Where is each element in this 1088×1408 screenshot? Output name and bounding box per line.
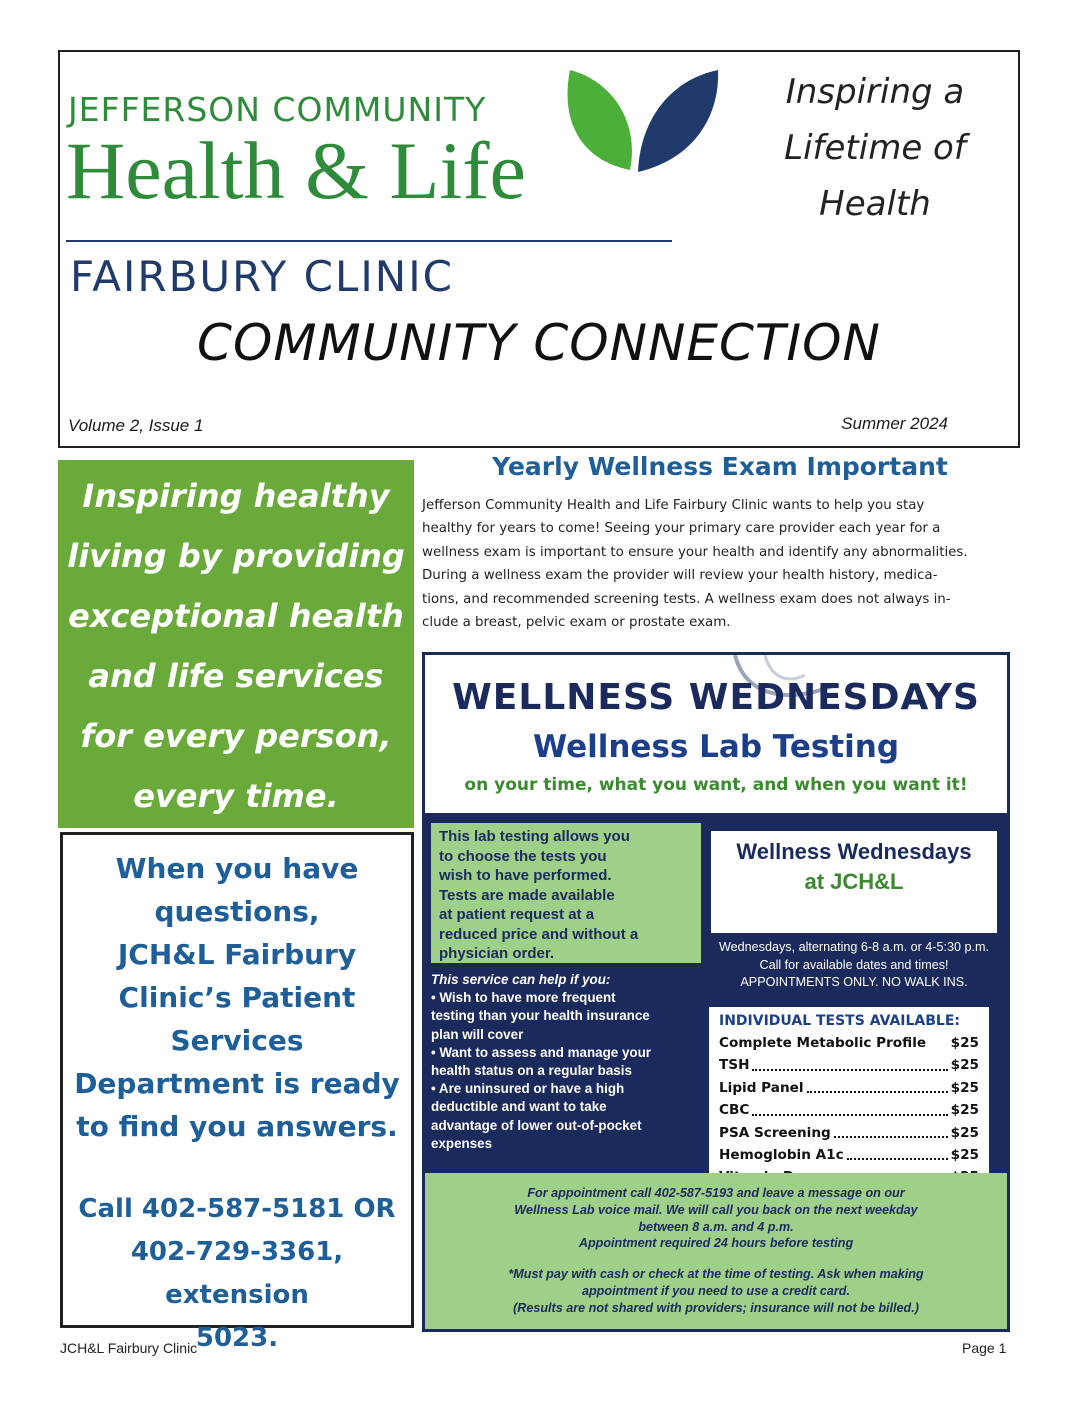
tagline	[780, 64, 970, 232]
lab-desc-line: Tests are made available	[439, 886, 615, 904]
article-line: During a wellness exam the provider will review your health history, medica-	[422, 568, 938, 584]
mission-line: exceptional health	[68, 597, 404, 635]
test-price: $25	[950, 1124, 979, 1141]
schedule-line: Wednesdays, alternating 6-8 a.m. or 4-5:30 p.m.	[719, 940, 989, 954]
phone-line: 402-729-3361, extension	[130, 1237, 344, 1310]
contact-line: Services	[170, 1024, 304, 1057]
appointment-line: For appointment call 402-587-5193 and leave a message on our	[527, 1186, 905, 1200]
test-row	[719, 1144, 979, 1166]
test-name: Lipid Panel	[719, 1079, 804, 1096]
flyer-body	[425, 823, 1007, 1173]
article-title: Yearly Wellness Exam Important	[492, 452, 948, 481]
tagline-line: Health	[819, 184, 931, 224]
flyer-divider	[425, 813, 1007, 823]
test-name: PSA Screening	[719, 1124, 831, 1141]
test-price: $25	[950, 1035, 979, 1051]
mission-line: for every person,	[80, 717, 392, 755]
brand-divider	[66, 240, 672, 242]
contact-box	[60, 832, 414, 1353]
test-row	[719, 1099, 979, 1121]
tagline-line: Inspiring a	[785, 72, 965, 112]
flyer-header	[425, 655, 1007, 813]
test-name: CBC	[719, 1102, 750, 1119]
mission-statement	[58, 460, 414, 828]
clinic-name: FAIRBURY CLINIC	[70, 252, 454, 301]
schedule-subtitle: at JCH&L	[804, 869, 904, 894]
benefit-line: deductible and want to take	[431, 1099, 607, 1115]
service-benefits	[431, 971, 701, 1153]
lab-desc-line: wish to have performed.	[439, 867, 612, 884]
masthead	[58, 50, 1020, 448]
lab-desc-line: reduced price and without a	[439, 925, 639, 943]
mission-line: every time.	[133, 777, 339, 815]
article-line: tions, and recommended screening tests. A wellness exam does not always in-	[422, 591, 951, 607]
test-row	[719, 1054, 979, 1076]
phone-line: 5023.	[195, 1323, 279, 1353]
lab-desc-line: This lab testing allows you	[439, 828, 630, 845]
lab-desc-line: at patient request at a	[439, 906, 595, 923]
benefits-lead: This service can help if you:	[431, 972, 611, 987]
article-line: Jefferson Community Health and Life Fairbury Clinic wants to help you stay	[422, 498, 925, 513]
test-name: TSH	[719, 1057, 750, 1074]
test-price: $25	[950, 1057, 979, 1074]
schedule-line: Call for available dates and times!	[759, 957, 949, 972]
wellness-flyer	[422, 652, 1010, 1332]
appointment-line: between 8 a.m. and 4 p.m.	[638, 1219, 794, 1234]
spacer	[441, 1252, 991, 1266]
tagline-line: Lifetime of	[784, 128, 966, 168]
newsletter-title: COMMUNITY CONNECTION	[197, 314, 881, 372]
article-line: clude a breast, pelvic exam or prostate exam.	[422, 615, 731, 631]
phone-line: Call 402-587-5181 OR	[78, 1194, 396, 1224]
payment-line: *Must pay with cash or check at the time of testing. Ask when making	[508, 1267, 924, 1282]
flyer-subtitle: Wellness Lab Testing	[532, 729, 900, 765]
leader-dots	[929, 1032, 948, 1048]
contact-line: When you have	[115, 852, 359, 885]
contact-line: Department is ready	[74, 1067, 400, 1100]
contact-line: questions,	[154, 895, 320, 928]
contact-line: JCH&L Fairbury	[117, 938, 357, 971]
flyer-tagline: on your time, what you want, and when you want it!	[464, 775, 968, 795]
benefit-line: • Want to assess and manage your	[431, 1044, 651, 1060]
schedule-line: APPOINTMENTS ONLY. NO WALK INS.	[740, 975, 968, 989]
issue-date: Summer 2024	[841, 414, 948, 433]
appointment-line: Appointment required 24 hours before testing	[578, 1236, 854, 1251]
benefit-line: health status on a regular basis	[431, 1063, 632, 1079]
brand-logo-text: Health & Life	[66, 125, 526, 216]
leader-dots	[807, 1077, 948, 1093]
leader-dots	[752, 1099, 947, 1115]
leaf-logo-icon	[560, 60, 720, 180]
contact-message	[63, 847, 411, 1148]
lab-description	[431, 823, 701, 963]
schedule-title: Wellness Wednesdays	[736, 839, 972, 864]
test-name: Hemoglobin A1c	[719, 1147, 844, 1164]
tests-title: INDIVIDUAL TESTS AVAILABLE:	[719, 1013, 961, 1029]
test-price: $25	[950, 1147, 979, 1164]
mission-line: and life services	[88, 657, 384, 695]
flyer-footer	[425, 1173, 1007, 1332]
lab-desc-line: physician order.	[439, 945, 555, 962]
payment-line: (Results are not shared with providers; insurance will not be billed.)	[513, 1300, 919, 1315]
article-line: wellness exam is important to ensure your health and identify any abnormalities.	[422, 544, 968, 560]
benefit-line: • Wish to have more frequent	[431, 990, 616, 1006]
lab-desc-line: to choose the tests you	[439, 847, 607, 865]
benefit-line: advantage of lower out-of-pocket	[431, 1117, 642, 1133]
page-number: Page 1	[962, 1340, 1007, 1356]
schedule-box	[709, 829, 999, 935]
contact-line: to find you answers.	[76, 1110, 398, 1143]
test-row	[719, 1122, 979, 1144]
benefit-line: • Are uninsured or have a high	[431, 1081, 625, 1097]
appointment-line: Wellness Lab voice mail. We will call you back on the next weekday	[514, 1202, 918, 1217]
issue-number: Volume 2, Issue 1	[68, 416, 204, 435]
benefit-line: testing than your health insurance	[431, 1008, 650, 1024]
flyer-title: WELLNESS WEDNESDAYS	[452, 677, 980, 718]
contact-line: Clinic’s Patient	[118, 981, 356, 1014]
article-line: healthy for years to come! Seeing your primary care provider each year for a	[422, 521, 941, 537]
benefit-line: expenses	[431, 1135, 493, 1151]
footer-clinic-name: JCH&L Fairbury Clinic	[60, 1340, 198, 1356]
test-price: $25	[950, 1079, 979, 1096]
schedule-info	[707, 939, 1001, 992]
contact-phone	[63, 1188, 411, 1360]
payment-line: appointment if you need to use a credit card.	[581, 1283, 850, 1298]
leader-dots	[752, 1054, 947, 1070]
leader-dots	[834, 1122, 948, 1138]
mission-line: Inspiring healthy	[82, 477, 390, 515]
test-row	[719, 1032, 979, 1054]
test-row	[719, 1077, 979, 1099]
benefit-line: plan will cover	[431, 1026, 524, 1042]
org-name: JEFFERSON COMMUNITY	[68, 90, 487, 129]
leader-dots	[847, 1144, 948, 1160]
article-body	[422, 494, 1012, 634]
mission-line: living by providing	[67, 537, 405, 575]
test-price: $25	[950, 1102, 979, 1119]
test-name: Complete Metabolic Profile	[719, 1035, 927, 1051]
